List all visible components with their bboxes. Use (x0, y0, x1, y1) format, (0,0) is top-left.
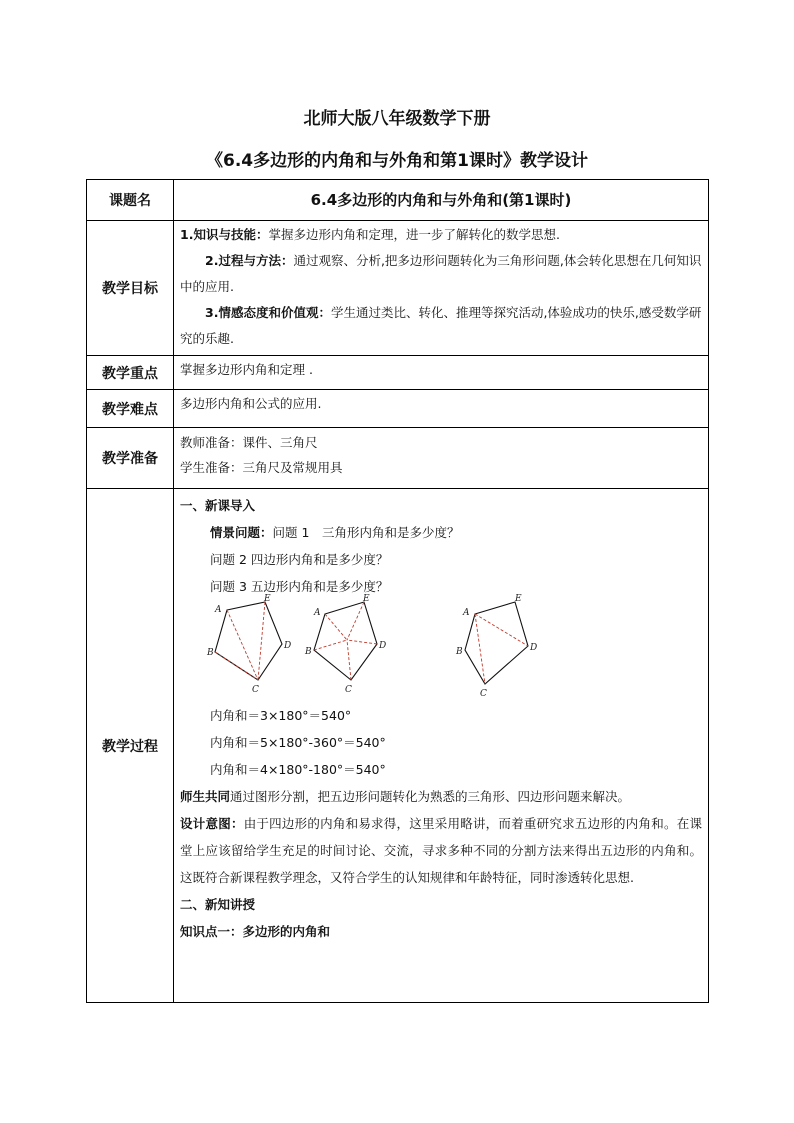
preparation-content (174, 428, 709, 489)
topic-value: 6.4多边形的内角和与外角和(第1课时) (174, 180, 709, 221)
vertex-label-c: C (252, 685, 259, 695)
scenario-question-3: 问题 3 五边形内角和是多少度？ (210, 579, 389, 594)
vertex-label-b-3: B (456, 647, 463, 657)
pentagon-division-diagrams (204, 594, 564, 699)
teacher-preparation: 教师准备：课件、三角尺 (180, 435, 318, 450)
lesson-plan-table (86, 179, 709, 1003)
topic-row (87, 180, 709, 221)
difficulty-row (87, 390, 709, 428)
student-preparation: 学生准备：三角尺及常规用具 (180, 460, 343, 475)
vertex-label-a-2: A (314, 608, 321, 618)
process-content (174, 489, 709, 1003)
pentagon-figure-3 (455, 594, 537, 699)
equation-1: 内角和＝3×180°＝540° (210, 708, 352, 723)
document-title: 北师大版八年级数学下册 (303, 109, 491, 129)
key-point-value: 掌握多边形内角和定理 . (174, 356, 709, 390)
preparation-row (87, 428, 709, 489)
process-row (87, 489, 709, 1003)
goals-content (174, 221, 709, 356)
goal-item-1: 1.知识与技能：掌握多边形内角和定理，进一步了解转化的数学思想. (180, 227, 560, 242)
goals-label: 教学目标 (87, 221, 174, 356)
vertex-label-c-3: C (480, 689, 487, 699)
key-point-label: 教学重点 (87, 356, 174, 390)
document-subtitle: 《6.4多边形的内角和与外角和第1课时》教学设计 (206, 151, 588, 171)
design-intent-paragraph: 设计意图：由于四边形的内角和易求得，这里采用略讲，而着重研究求五边形的内角和。在课堂上应该留给学生充足的时间讨论、交流，寻求多种不同的分割方法来得出五边形的内角和。这既符合新课程教学理念，又符合学生的认知规律和年龄特征，同时渗透转化思想. (180, 816, 702, 885)
scenario-question-2: 问题 2 四边形内角和是多少度？ (210, 552, 389, 567)
vertex-label-a: A (215, 605, 222, 615)
goal-item-2: 2.过程与方法：通过观察、分析,把多边形问题转化为三角形问题,体会转化思想在几何知识中的应用. (180, 253, 702, 294)
key-point-row (87, 356, 709, 390)
difficulty-value: 多边形内角和公式的应用. (174, 390, 709, 428)
difficulty-label: 教学难点 (87, 390, 174, 428)
goal-item-3: 3.情感态度和价值观：学生通过类比、转化、推理等探究活动,体验成功的快乐,感受数学研究的乐趣. (180, 305, 702, 346)
vertex-label-c-2: C (345, 685, 352, 695)
equation-2: 内角和＝5×180°-360°＝540° (210, 735, 386, 750)
knowledge-point-1: 知识点一：多边形的内角和 (180, 924, 331, 939)
preparation-label: 教学准备 (87, 428, 174, 489)
vertex-label-e: E (264, 594, 271, 604)
section-heading-intro: 一、新课导入 (180, 498, 256, 513)
pentagon-figures (180, 594, 702, 699)
vertex-label-d-2: D (379, 641, 387, 651)
scenario-question-1: 情景问题：问题 1 三角形内角和是多少度？ (210, 525, 460, 540)
vertex-label-e-3: E (515, 594, 522, 604)
vertex-label-d: D (284, 641, 292, 651)
equation-3: 内角和＝4×180°-180°＝540° (210, 762, 386, 777)
section-heading-new-knowledge: 二、新知讲授 (180, 897, 256, 912)
vertex-label-e-2: E (363, 594, 370, 604)
goals-row (87, 221, 709, 356)
summary-paragraph: 师生共同通过图形分割，把五边形问题转化为熟悉的三角形、四边形问题来解决。 (180, 789, 631, 804)
vertex-label-a-3: A (463, 608, 470, 618)
vertex-label-d-3: D (530, 643, 538, 653)
vertex-label-b: B (207, 648, 214, 658)
topic-label: 课题名 (87, 180, 174, 221)
vertex-label-b-2: B (305, 647, 312, 657)
pentagon-figure-1 (206, 594, 291, 695)
pentagon-figure-2 (304, 594, 386, 695)
process-label: 教学过程 (87, 489, 174, 1003)
